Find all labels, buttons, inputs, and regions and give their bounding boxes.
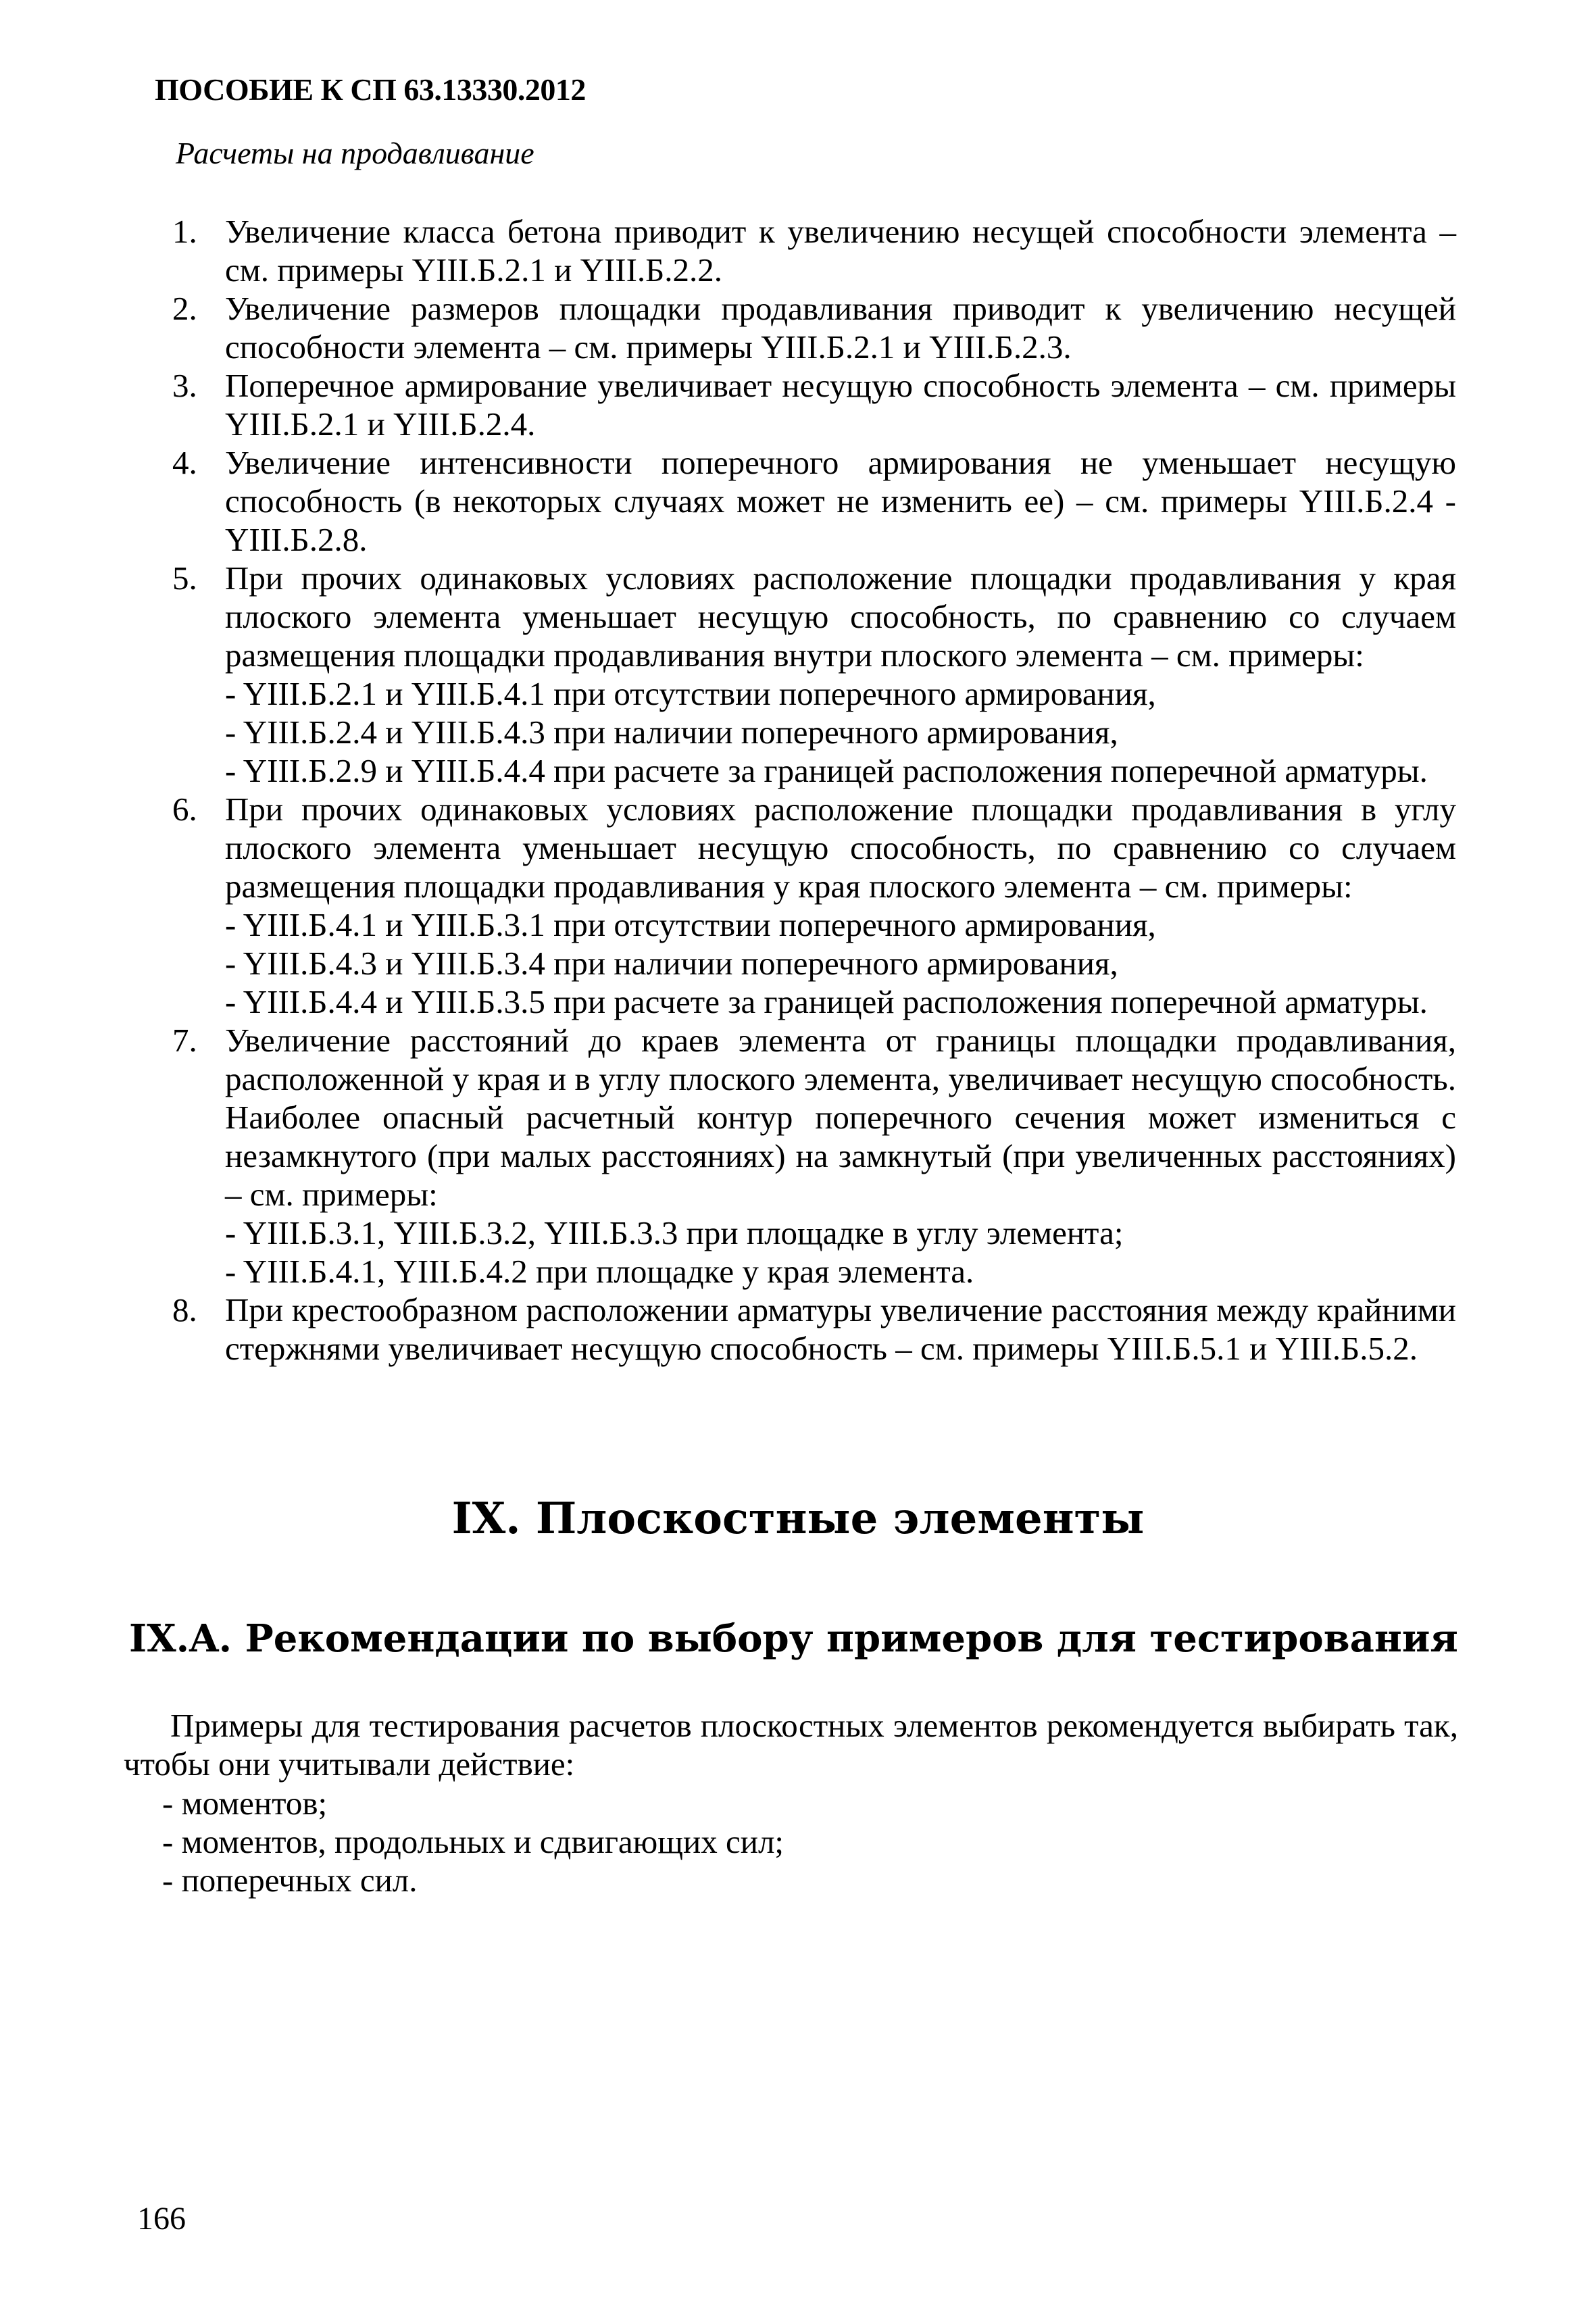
example-reference-line: - YIII.Б.2.4 и YIII.Б.4.3 при наличии поперечного армирования, [225,714,1118,751]
list-item-text: При прочих одинаковых условиях расположение площадки продавливания в углу плоского элемента уменьшает несущую способность, по сравнению со случаем размещения площадки продавливания у края плоского элемента – см. примеры: [225,791,1456,905]
bullet-item: - моментов, продольных и сдвигающих сил; [162,1823,784,1860]
list-item [167,366,1456,443]
list-item [167,443,1456,559]
bullet-list [162,1784,784,1899]
list-item-text: При крестообразном расположении арматуры увеличение расстояния между крайними стержнями увеличивает несущую способность – см. примеры YIII.Б.5.1 и YIII.Б.5.2. [225,1291,1456,1367]
example-reference-line: - YIII.Б.3.1, YIII.Б.3.2, YIII.Б.3.3 при площадке в углу элемента; [225,1214,1124,1251]
list-item-number: 6. [172,791,197,828]
list-item-text: Увеличение интенсивности поперечного армирования не уменьшает несущую способность (в некоторых случаях может не изменить ее) – см. примеры YIII.Б.2.4 - YIII.Б.2.8. [225,444,1456,558]
list-item-number: 5. [172,559,197,597]
example-reference-line: - YIII.Б.4.3 и YIII.Б.3.4 при наличии поперечного армирования, [225,945,1118,982]
list-item-number: 7. [172,1022,197,1059]
list-item-text: Увеличение расстояний до краев элемента от границы площадки продавливания, расположенной у края и в углу плоского элемента, увеличивает несущую способность. Наиболее опасный расчетный контур поперечного сечения может измениться с незамкнутого (при малых расстояниях) на замкнутый (при увеличенных расстояниях) – см. примеры: [225,1022,1456,1213]
list-item-text: При прочих одинаковых условиях расположение площадки продавливания у края плоского элемента уменьшает несущую способность, по сравнению со случаем размещения площадки продавливания внутри плоского элемента – см. примеры: [225,559,1456,674]
list-item-text: Увеличение класса бетона приводит к увеличению несущей способности элемента – см. примеры YIII.Б.2.1 и YIII.Б.2.2. [225,213,1456,289]
intro-paragraph: Примеры для тестирования расчетов плоскостных элементов рекомендуется выбирать так, чтобы они учитывали действие: [124,1707,1458,1783]
list-item-number: 8. [172,1291,197,1328]
page-number: 166 [137,2201,186,2237]
list-item [167,212,1456,289]
subsection-heading: IX.A. Рекомендации по выбору примеров для тестирования [129,1616,1458,1661]
example-reference-line: - YIII.Б.2.1 и YIII.Б.4.1 при отсутствии поперечного армирования, [225,675,1156,712]
list-item-text: Увеличение размеров площадки продавливания приводит к увеличению несущей способности элемента – см. примеры YIII.Б.2.1 и YIII.Б.2.3. [225,290,1456,366]
numbered-list [167,212,1456,1368]
list-item-number: 4. [172,444,197,481]
example-reference-line: - YIII.Б.4.1, YIII.Б.4.2 при площадке у края элемента. [225,1253,974,1290]
list-item-number: 3. [172,367,197,404]
list-item [167,1021,1456,1291]
example-reference-line: - YIII.Б.2.9 и YIII.Б.4.4 при расчете за границей расположения поперечной арматуры. [225,752,1428,789]
example-reference-line: - YIII.Б.4.4 и YIII.Б.3.5 при расчете за границей расположения поперечной арматуры. [225,983,1428,1020]
list-item-number: 1. [172,213,197,250]
document-title: ПОСОБИЕ К СП 63.13330.2012 [155,72,586,107]
list-item [167,1291,1456,1368]
section-heading: IX. Плоскостные элементы [451,1493,1145,1544]
list-item [167,790,1456,1021]
list-item [167,559,1456,790]
bullet-item: - моментов; [162,1785,328,1822]
list-item-number: 2. [172,290,197,327]
document-subtitle: Расчеты на продавливание [176,136,534,170]
list-item-text: Поперечное армирование увеличивает несущую способность элемента – см. примеры YIII.Б.2.1 и YIII.Б.2.4. [225,367,1456,443]
example-reference-line: - YIII.Б.4.1 и YIII.Б.3.1 при отсутствии поперечного армирования, [225,906,1156,943]
list-item [167,289,1456,366]
bullet-item: - поперечных сил. [162,1862,418,1899]
